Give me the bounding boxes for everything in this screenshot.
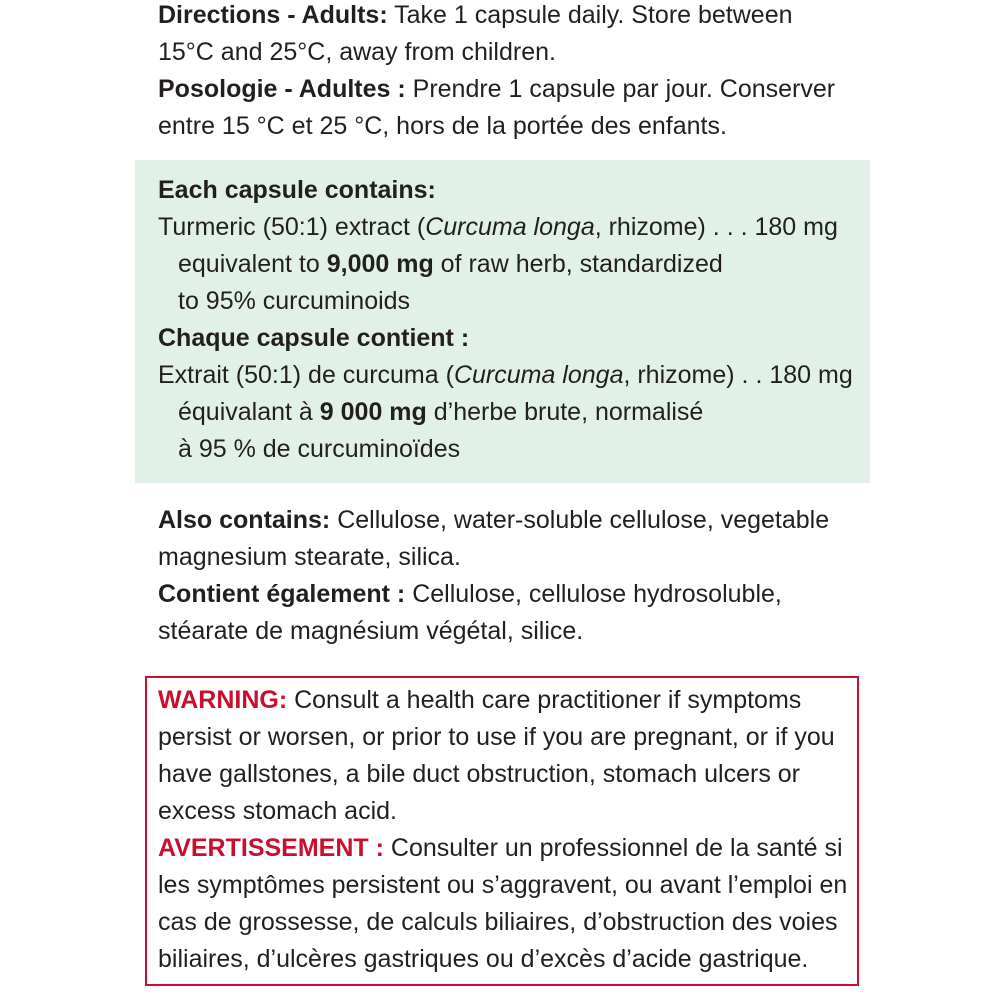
warning-en-line-1 [158,682,870,719]
warning-fr-label: AVERTISSEMENT : [158,834,384,862]
directions-en-label: Directions - Adults: [158,1,388,29]
warning-en-line-2: persist or worsen, or prior to use if you are pregnant, or if you [158,723,835,751]
ingredients-fr-eq-pre: équivalant à [178,398,320,426]
also-fr-label: Contient également : [158,580,406,608]
ingredients-fr-heading [158,320,870,357]
also-en-text-1: Cellulose, water-soluble cellulose, vegetable [330,506,830,534]
also-fr-text-1: Cellulose, cellulose hydrosoluble, [405,580,782,608]
warning-en-line-4: excess stomach acid. [158,797,397,825]
also-contains-section [158,502,870,650]
ingredients-fr-eq-post: d’herbe brute, normalisé [426,398,704,426]
warning-en-text-1: Consult a health care practitioner if symptoms [287,686,802,714]
ingredients-fr-item-pre: Extrait (50:1) de curcuma ( [158,361,454,389]
directions-en-line-1 [158,0,870,34]
also-en-line-2: magnesium stearate, silica. [158,543,461,571]
directions-section [158,0,870,145]
also-en-line-1 [158,502,870,539]
directions-fr-text-1: Prendre 1 capsule par jour. Conserver [405,75,836,103]
ingredients-en-equivalent [158,246,870,283]
ingredients-fr-standardized: à 95 % de curcuminoïdes [178,435,461,463]
warning-fr-line-1 [158,830,870,867]
ingredients-fr-latin: Curcuma longa [453,361,624,389]
directions-fr-label: Posologie - Adultes : [158,75,406,103]
ingredients-en-eq-pre: equivalent to [178,250,327,278]
ingredients-section [158,172,870,468]
ingredients-en-eq-amount: 9,000 mg [326,250,434,278]
warning-section [158,682,870,978]
ingredients-en-heading [158,172,870,209]
directions-en-line-2: 15°C and 25°C, away from children. [158,38,556,66]
warning-fr-line-4: biliaires, d’ulcères gastriques ou d’excès d’acide gastrique. [158,945,809,973]
ingredients-en-eq-post: of raw herb, standardized [433,250,723,278]
warning-fr-line-2: les symptômes persistent ou s’aggravent, ou avant l’emploi en [158,871,848,899]
ingredients-en-heading-text: Each capsule contains: [158,176,436,204]
ingredients-fr-eq-amount: 9 000 mg [319,398,427,426]
warning-fr-line-3: cas de grossesse, de calculs biliaires, d’obstruction des voies [158,908,838,936]
warning-en-label: WARNING: [158,686,288,714]
also-fr-line-1 [158,576,870,613]
directions-fr-line-1 [158,71,870,108]
warning-en-line-3: have gallstones, a bile duct obstruction, stomach ulcers or [158,760,801,788]
directions-fr-line-2: entre 15 °C et 25 °C, hors de la portée des enfants. [158,112,727,140]
ingredients-en-item-post: , rhizome) . . . 180 mg [594,213,838,241]
ingredients-en-standardized: to 95% curcuminoids [178,287,411,315]
ingredients-fr-heading-text: Chaque capsule contient : [158,324,470,352]
ingredients-fr-item [158,357,870,394]
also-en-label: Also contains: [158,506,331,534]
ingredients-en-item [158,209,870,246]
ingredients-en-item-pre: Turmeric (50:1) extract ( [158,213,426,241]
also-fr-line-2: stéarate de magnésium végétal, silice. [158,617,584,645]
ingredients-fr-equivalent [158,394,870,431]
directions-en-text-1: Take 1 capsule daily. Store between [387,1,793,29]
ingredients-fr-item-post: , rhizome) . . 180 mg [623,361,853,389]
warning-fr-text-1: Consulter un professionnel de la santé si [383,834,843,862]
ingredients-en-latin: Curcuma longa [425,213,595,241]
